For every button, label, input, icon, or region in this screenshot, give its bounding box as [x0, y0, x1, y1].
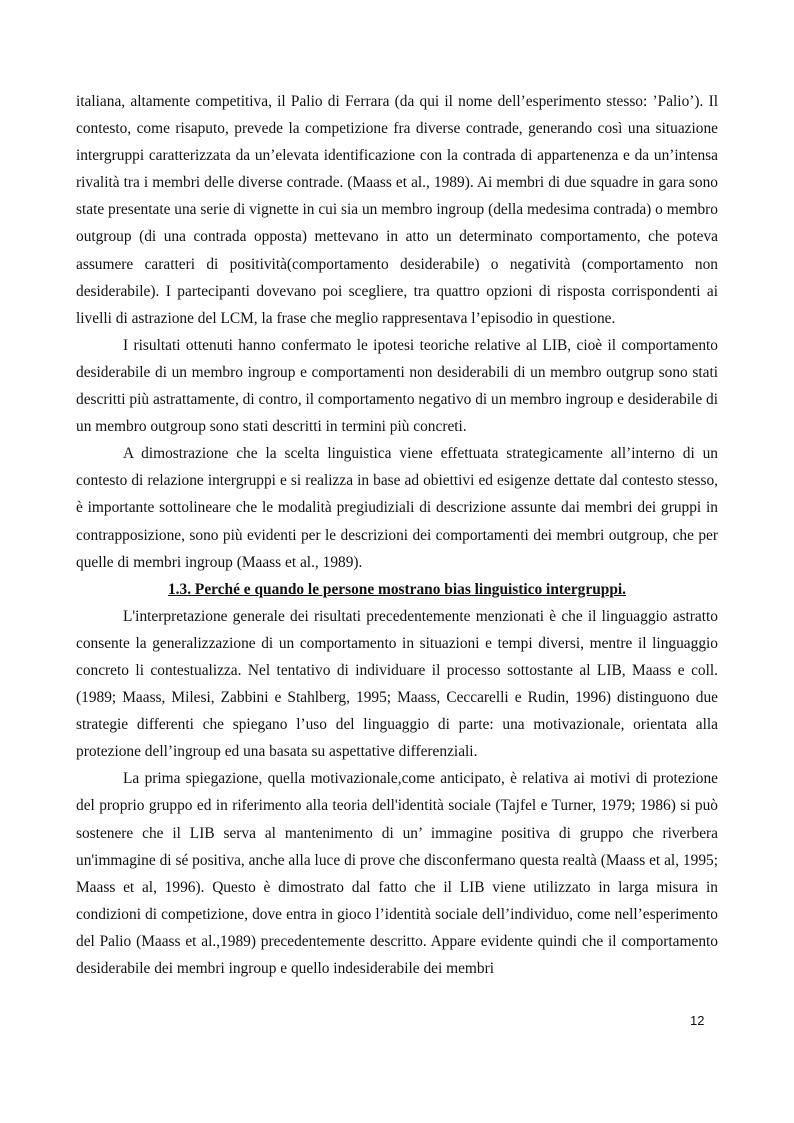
paragraph-strategic-choice: A dimostrazione che la scelta linguistica viene effettuata strategicamente all’interno di un contesto di relazione intergruppi e si realizza in base ad obiettivi ed esigenze dettate dal contesto stesso, è importante sottolineare che le modalità pregiudiziali di descrizione assunte dai membri dei gruppi in contrapposizione, sono più evidenti per le descrizioni dei comportamenti dei membri outgroup, che per quelle di membri ingroup (Maass et al., 1989). [76, 445, 718, 571]
paragraph-motivational: La prima spiegazione, quella motivazionale,come anticipato, è relativa ai motivi di protezione del proprio gruppo ed in riferimento alla teoria dell'identità sociale (Tajfel e Turner, 1979; 1986) si può sostenere che il LIB serva al mantenimento di un’ immagine positiva di gruppo che riverbera un'immagine di sé positiva, anche alla luce di prove che disconfermano questa realtà (Maass et al, 1995; Maass et al, 1996). Questo è dimostrato dal fatto che il LIB viene utilizzato in larga misura in condizioni di competizione, dove entra in gioco l’identità sociale dell’individuo, come nell’esperimento del Palio (Maass et al.,1989) precedentemente descritto. Appare evidente quindi che il comportamento desiderabile dei membri ingroup e quello indesiderabile dei membri [76, 770, 718, 977]
section-heading: 1.3. Perché e quando le persone mostrano bias linguistico intergruppi. [167, 580, 627, 598]
page-number: 12 [690, 1013, 705, 1028]
paragraph-interpretation: L'interpretazione generale dei risultati precedentemente menzionati è che il linguaggio astratto consente la generalizzazione di un comportamento in situazioni e tempi diversi, mentre il linguaggio concreto li contestualizza. Nel tentativo di individuare il processo sottostante al LIB, Maass e coll. (1989; Maass, Milesi, Zabbini e Stahlberg, 1995; Maass, Ceccarelli e Rudin, 1996) distinguono due strategie differenti che spiegano l’uso del linguaggio di parte: una motivazionale, orientata alla protezione dell’ingroup ed una basata su aspettative differenziali. [76, 607, 718, 761]
paragraph-palio-intro: italiana, altamente competitiva, il Palio di Ferrara (da qui il nome dell’esperimento stesso: ’Palio’). Il contesto, come risaputo, prevede la competizione fra diverse contrade, generando così una situazione intergruppi caratterizzata da un’elevata identificazione con la contrada di appartenenza e da un’intensa rivalità tra i membri delle diverse contrade. (Maass et al., 1989). Ai membri di due squadre in gara sono state presentate una serie di vignette in cui sia un membro ingroup (della medesima contrada) o membro outgroup (di una contrada opposta) mettevano in atto un determinato comportamento, che poteva assumere caratteri di positività(comportamento desiderabile) o negatività (comportamento non desiderabile). I partecipanti dovevano poi scegliere, tra quattro opzioni di risposta corrispondenti ai livelli di astrazione del LCM, la frase che meglio rappresentava l’episodio in questione. [76, 93, 718, 327]
page-body [76, 88, 718, 982]
paragraph-results: I risultati ottenuti hanno confermato le ipotesi teoriche relative al LIB, cioè il comportamento desiderabile di un membro ingroup e comportamenti non desiderabili di un membro outgrup sono stati descritti più astrattamente, di contro, il comportamento negativo di un membro ingroup e desiderabile di un membro outgroup sono stati descritti in termini più concreti. [76, 336, 718, 436]
